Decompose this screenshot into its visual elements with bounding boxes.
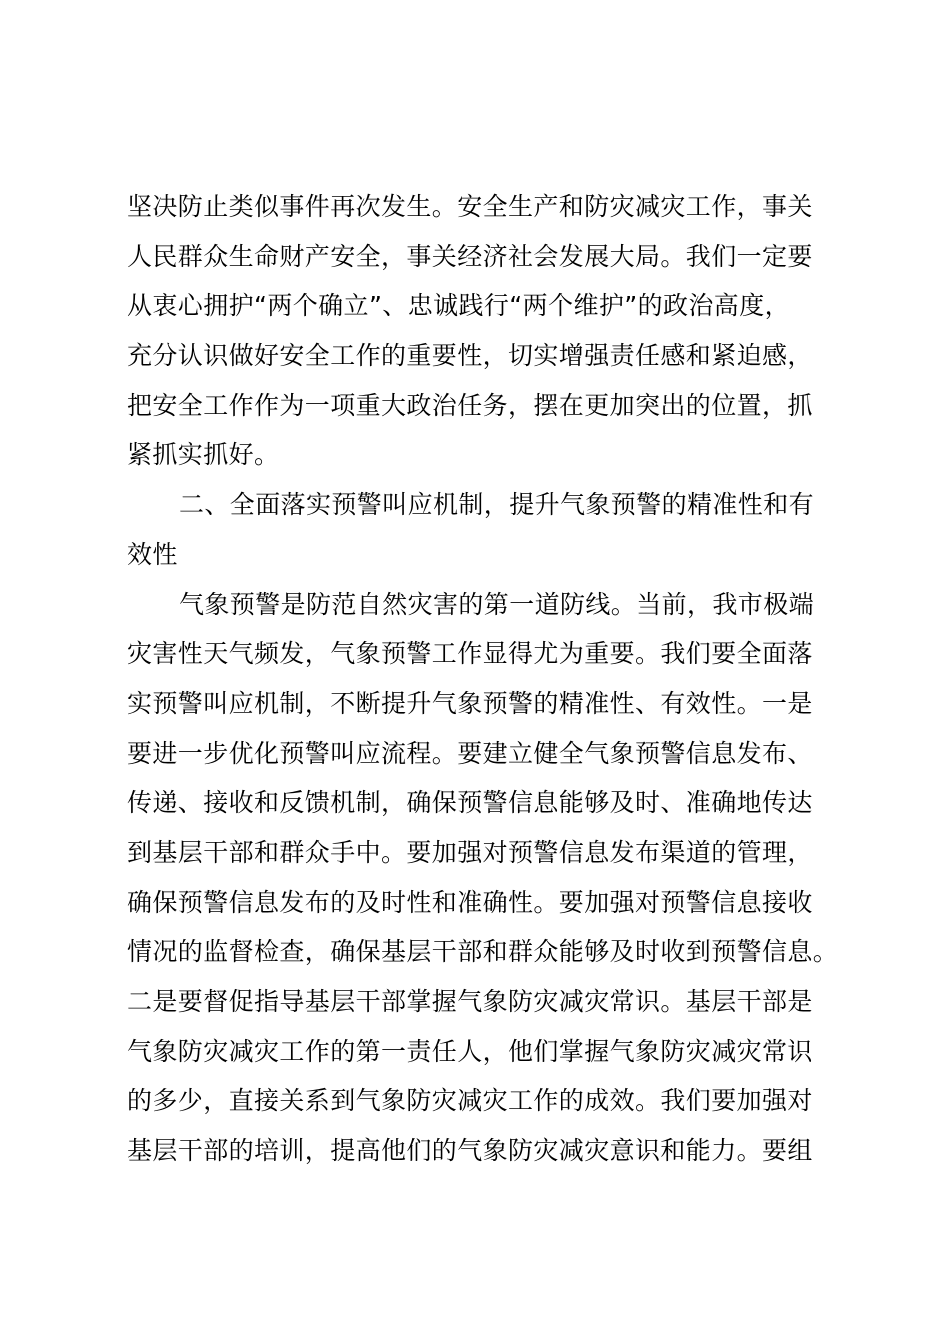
text-line: 情况的监督检查，确保基层干部和群众能够及时收到预警信息。 xyxy=(127,937,839,967)
text-line: 灾害性天气频发，气象预警工作显得尤为重要。我们要全面落 xyxy=(127,639,813,669)
text-line: 的多少，直接关系到气象防灾减灾工作的成效。我们要加强对 xyxy=(127,1086,813,1116)
text-line: 传递、接收和反馈机制，确保预警信息能够及时、准确地传达 xyxy=(127,788,813,818)
text-line: 气象预警是防范自然灾害的第一道防线。当前，我市极端 xyxy=(179,589,815,619)
text-line: 确保预警信息发布的及时性和准确性。要加强对预警信息接收 xyxy=(127,887,813,917)
text-line: 人民群众生命财产安全，事关经济社会发展大局。我们一定要 xyxy=(127,241,813,271)
text-line: 到基层干部和群众手中。要加强对预警信息发布渠道的管理， xyxy=(127,837,813,867)
text-line: 基层干部的培训，提高他们的气象防灾减灾意识和能力。要组 xyxy=(127,1136,813,1166)
text-line: 从衷心拥护“两个确立”、忠诚践行“两个维护”的政治高度， xyxy=(127,291,791,321)
text-line: 坚决防止类似事件再次发生。安全生产和防灾减灾工作，事关 xyxy=(127,192,813,221)
text-line: 紧抓实抓好。 xyxy=(127,440,280,470)
text-line: 把安全工作作为一项重大政治任务，摆在更加突出的位置，抓 xyxy=(127,390,813,420)
body-text xyxy=(127,182,857,1176)
text-line: 二是要督促指导基层干部掌握气象防灾减灾常识。基层干部是 xyxy=(127,987,813,1016)
text-line: 充分认识做好安全工作的重要性，切实增强责任感和紧迫感， xyxy=(127,341,813,371)
section-heading: 二、全面落实预警叫应机制，提升气象预警的精准性和有 xyxy=(179,490,815,520)
text-line: 实预警叫应机制，不断提升气象预警的精准性、有效性。一是 xyxy=(127,688,813,718)
text-line: 气象防灾减灾工作的第一责任人，他们掌握气象防灾减灾常识 xyxy=(127,1036,813,1066)
text-line: 要进一步优化预警叫应流程。要建立健全气象预警信息发布、 xyxy=(127,738,813,768)
section-heading-continued: 效性 xyxy=(127,539,178,569)
